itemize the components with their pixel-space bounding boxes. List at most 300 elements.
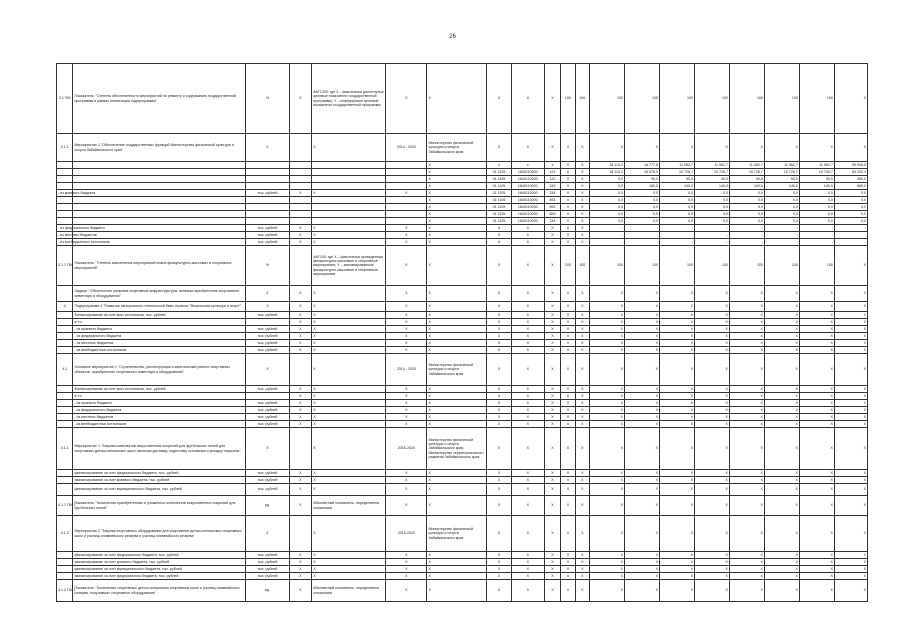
table-cell: X [694,421,729,428]
table-cell: X [729,566,764,573]
table-cell: X [799,470,834,477]
table-cell: - [590,232,625,239]
table-cell: - [764,239,799,246]
table-cell: X [561,134,575,162]
table-cell [57,326,73,333]
table-cell [289,211,312,218]
table-cell [57,566,73,573]
table-cell: X [834,516,867,552]
table-cell: X [561,232,575,239]
table-cell: - из федерального бюджета [58,225,105,230]
table-cell: X [544,347,560,354]
table-cell: X [764,580,799,602]
table-cell: X [312,414,386,421]
table-cell: X [386,559,427,566]
table-cell: 0,0 [729,218,764,225]
table-cell: X [799,414,834,421]
table-cell: X [625,573,660,580]
table-row [57,319,868,326]
table-cell: X [427,225,487,232]
table-cell: X [625,326,660,333]
table-cell: X [834,302,867,312]
table-cell: X [764,516,799,552]
table-row [57,484,868,496]
table-cell: X [659,134,694,162]
table-cell: 100 [590,246,625,286]
table-cell [57,393,73,400]
table-cell: X [694,333,729,340]
table-cell: X [834,347,867,354]
table-cell: X [487,333,512,340]
table-cell: X [312,566,386,573]
table-cell [57,218,73,225]
table-row [57,204,868,211]
table-cell: тыс. рублей [246,190,289,197]
table-cell: 0,0 [625,211,660,218]
table-cell: 4.1.2 [57,516,73,552]
table-cell: X [590,319,625,326]
table-cell: X [561,400,575,407]
table-cell: X [561,573,575,580]
table-cell: X [729,484,764,496]
table-cell: тыс. рублей [246,312,289,319]
table-cell [289,354,312,386]
table-cell: X [487,414,512,421]
table-cell: X [799,566,834,573]
table-cell: X [834,559,867,566]
table-cell: X [575,162,589,169]
table-cell: X [511,347,544,354]
table-cell: X [575,169,589,176]
table-cell: 0,0 [834,197,867,204]
table-cell: X [799,302,834,312]
table-cell: X [386,340,427,347]
table-cell: X [694,566,729,573]
table-cell: X [575,347,589,354]
table-cell: 1840110000 [511,183,544,190]
table-cell: X [427,340,487,347]
table-cell: X [289,312,312,319]
table-cell: X [764,552,799,559]
table-cell: X [487,246,512,286]
table-cell: X [590,421,625,428]
table-cell: Финансирование за счет всех источников, тыс. рублей [73,386,246,393]
table-cell: X [511,302,544,312]
table-cell: % [246,246,289,286]
table-cell: X [659,354,694,386]
table-cell [57,183,73,190]
table-cell: X [427,407,487,414]
table-cell: 90,0 [625,176,660,183]
table-cell: X [289,286,312,302]
table-cell: 0,0 [764,218,799,225]
table-cell: X [427,312,487,319]
table-cell: X [834,319,867,326]
table-cell: X [511,470,544,477]
table-cell: X [834,246,867,286]
table-cell: 100 [625,64,660,134]
table-cell: - из краевого бюджета [58,190,96,195]
table-cell: 0,0 [625,204,660,211]
table-cell: 0,0 [590,183,625,190]
table-cell: X [561,386,575,393]
table-cell: X [575,407,589,414]
table-cell: Показатель: "Количество спортивных детско-юношеских спортивных школ и училищ олимпийского резерва, получивших спортивное оборудование" [73,580,246,602]
table-cell: X [386,246,427,286]
table-cell: X [561,190,575,197]
table-cell: 0,0 [694,204,729,211]
table-cell: X [561,347,575,354]
table-cell: X [799,580,834,602]
table-cell: 95 905,5 [834,162,867,169]
table-cell: X [625,414,660,421]
table-cell: 11 062,7 [694,162,729,169]
table-cell: X [487,421,512,428]
table-cell: X [575,333,589,340]
table-cell: 18 113,2 [590,162,625,169]
table-cell: X [544,421,560,428]
table-cell: X [729,559,764,566]
table-cell [73,218,246,225]
table-cell: 18 777,8 [625,162,660,169]
table-cell: X [561,470,575,477]
table-cell: X [427,183,487,190]
table-cell: X [427,559,487,566]
table-cell: X [487,319,512,326]
table-cell: 0,0 [729,190,764,197]
table-cell: X [590,414,625,421]
table-cell: X [694,484,729,496]
table-cell: 1840110000 [511,204,544,211]
table-cell: - [764,232,799,239]
table-row [57,580,868,602]
table-cell: X [834,414,867,421]
table-cell: X [487,354,512,386]
table-cell: 10 726,7 [799,169,834,176]
table-cell: X [427,232,487,239]
table-cell: X [799,559,834,566]
table-cell: X [575,190,589,197]
table-cell [57,400,73,407]
table-cell: 244 [544,190,560,197]
table-row [57,477,868,484]
table-cell: X [312,470,386,477]
table-cell: X [386,386,427,393]
table-row [57,225,868,232]
table-cell: 0,0 [799,218,834,225]
table-cell: X [386,225,427,232]
table-row [57,312,868,319]
table-cell: X [694,340,729,347]
table-cell: X [386,190,427,197]
table-cell: 100 [625,246,660,286]
table-cell: X [427,197,487,204]
table-cell: 0,0 [764,190,799,197]
table-cell: X [799,333,834,340]
table-cell: X [386,326,427,333]
table-cell: 90,0 [799,176,834,183]
table-cell: X [511,354,544,386]
table-cell: X [659,302,694,312]
table-cell: X [386,333,427,340]
table-cell: X [487,232,512,239]
table-row [57,496,868,516]
table-cell: X [386,421,427,428]
table-cell: X [575,414,589,421]
table-cell: 851 [544,197,560,204]
table-row [57,386,868,393]
table-cell: X [799,347,834,354]
table-cell: 0,0 [729,204,764,211]
table-cell: - [764,225,799,232]
table-cell: X [511,239,544,246]
table-cell [289,516,312,552]
table-cell: X [511,496,544,516]
table-cell: тыс. рублей [246,407,289,414]
table-cell: X [575,421,589,428]
table-cell: X [694,386,729,393]
table-cell: X [561,414,575,421]
table-cell: X [289,421,312,428]
table-cell: 100 [694,246,729,286]
table-cell: X [575,326,589,333]
table-cell: X [729,134,764,162]
table-cell: X [289,190,312,197]
table-cell: X [312,559,386,566]
table-row [57,573,868,580]
table-cell: X [289,552,312,559]
table-cell [57,347,73,354]
table-cell [57,414,73,421]
table-cell: 0,0 [625,190,660,197]
table-cell: X [544,232,560,239]
table-cell [73,232,246,239]
table-cell: X [694,400,729,407]
table-cell: 1840110000 [511,218,544,225]
table-cell [57,197,73,204]
table-cell: X [312,347,386,354]
table-cell: X [575,183,589,190]
table-cell: X [427,421,487,428]
table-cell [289,176,312,183]
table-cell: - [694,239,729,246]
table-cell: X [386,347,427,354]
table-cell: X [312,239,386,246]
table-cell: Задача: "Обеспечение развития спортивной инфраструктуры, включая приобретение спортивного инвентаря и оборудования" [73,286,246,302]
table-cell: X [427,326,487,333]
table-cell: X [561,516,575,552]
table-cell: - [625,239,660,246]
table-cell: - из краевого бюджета [73,400,246,407]
table-cell: - [625,232,660,239]
table-cell: X [625,421,660,428]
table-cell: X [427,470,487,477]
table-cell: - [799,232,834,239]
table-cell: финансирование за счет федерального бюджета, тыс. рублей [73,573,246,580]
table-cell: X [834,400,867,407]
table-cell: X [289,319,312,326]
table-cell [73,204,246,211]
table-cell: X [561,176,575,183]
table-cell [289,162,312,169]
table-cell: X [312,552,386,559]
table-cell [246,183,289,190]
table-cell: 140,0 [799,183,834,190]
table-cell: X [427,302,487,312]
table-cell: X [575,573,589,580]
table-cell: 100 [799,246,834,286]
table-cell: X [561,225,575,232]
table-cell: X [764,312,799,319]
table-cell: 180,0 [625,183,660,190]
table-cell: 100 [799,64,834,134]
table-cell: - [590,225,625,232]
table-cell: X [289,414,312,421]
table-cell: X [544,566,560,573]
table-cell: X [427,64,487,134]
table-cell: тыс. рублей [246,477,289,484]
table-row [57,400,868,407]
table-cell: X [575,312,589,319]
table-cell: X [544,134,560,162]
table-cell: X [625,286,660,302]
table-cell: X [487,340,512,347]
table-cell: X [575,286,589,302]
table-cell: 0,0 [590,211,625,218]
table-cell: X [386,64,427,134]
table-cell: X [659,326,694,333]
table-cell: 880,0 [834,183,867,190]
table-row [57,347,868,354]
table-cell: X [246,354,289,386]
table-cell [246,176,289,183]
table-cell: X [386,319,427,326]
table-cell: X [590,393,625,400]
table-cell: X [511,580,544,602]
table-cell: тыс. рублей [246,400,289,407]
table-cell: 100 [659,64,694,134]
table-cell: X [575,393,589,400]
table-cell: X [511,393,544,400]
table-cell: - из внебюджетных источников [58,239,110,244]
table-cell: X [386,232,427,239]
table-row [57,326,868,333]
table-cell: X [511,552,544,559]
table-cell: X [625,407,660,414]
table-cell: X [312,516,386,552]
table-cell: X [561,477,575,484]
table-cell: тыс. рублей [246,386,289,393]
table-cell: X [487,386,512,393]
table-cell: X [729,552,764,559]
table-cell: X [544,484,560,496]
table-cell: x [487,162,512,169]
table-cell: X [427,496,487,516]
table-cell: 100 [575,64,589,134]
table-cell: 0,0 [590,218,625,225]
table-cell: X [799,407,834,414]
table-cell: X [312,232,386,239]
table-row [57,302,868,312]
table-cell: X [246,286,289,302]
table-cell: X [312,428,386,470]
table-cell: X [764,407,799,414]
table-cell: 01 1105 [487,204,512,211]
table-cell: X [590,134,625,162]
table-cell: X [561,302,575,312]
table-cell: X [694,347,729,354]
table-cell: X [544,516,560,552]
table-row [57,340,868,347]
table-cell: 2014 - 2020 [386,354,427,386]
table-cell: тыс. рублей [246,326,289,333]
table-cell: X [511,134,544,162]
table-cell: X [659,552,694,559]
table-cell: X [729,428,764,470]
table-cell: X [625,580,660,602]
table-row [57,552,868,559]
table-cell: 3.1 ПМ [57,64,73,134]
table-cell: X [659,340,694,347]
table-cell: 0,0 [764,211,799,218]
table-cell: X [799,312,834,319]
table-cell: X [487,559,512,566]
table-cell: X [659,484,694,496]
table-cell: X [511,566,544,573]
table-cell: 100 [561,246,575,286]
table-cell: X [764,496,799,516]
table-cell: X [289,400,312,407]
table-cell: X [511,286,544,302]
table-cell: X [659,347,694,354]
table-cell: X [625,477,660,484]
table-cell: X [694,516,729,552]
table-cell: X [764,566,799,573]
table-cell: тыс. рублей [246,333,289,340]
table-cell: X [590,496,625,516]
table-cell: 0,0 [834,190,867,197]
table-cell: X [289,566,312,573]
table-cell: X [427,176,487,183]
table-cell: X [312,421,386,428]
table-cell: 0,0 [659,197,694,204]
table-cell: X [590,484,625,496]
table-cell: X [799,326,834,333]
table-cell: X [561,484,575,496]
table-cell: X [659,470,694,477]
table-cell: X [729,340,764,347]
table-cell: X [694,559,729,566]
table-cell: Министерство физической культуры и спорта Забайкальского края, Министерство территориального развития Забайкальского края [427,428,487,470]
table-cell: X [590,428,625,470]
table-cell: X [289,386,312,393]
table-cell [73,197,246,204]
table-row [57,566,868,573]
table-cell [246,218,289,225]
table-cell: X [659,580,694,602]
table-cell: X [729,347,764,354]
table-cell: X [729,470,764,477]
table-cell: X [590,386,625,393]
page-number: 26 [449,34,456,40]
table-cell [312,183,386,190]
table-cell: X [575,470,589,477]
table-cell: X [625,559,660,566]
table-cell: x [544,162,560,169]
table-cell: X [590,559,625,566]
table-cell [312,211,386,218]
table-cell: X [511,386,544,393]
